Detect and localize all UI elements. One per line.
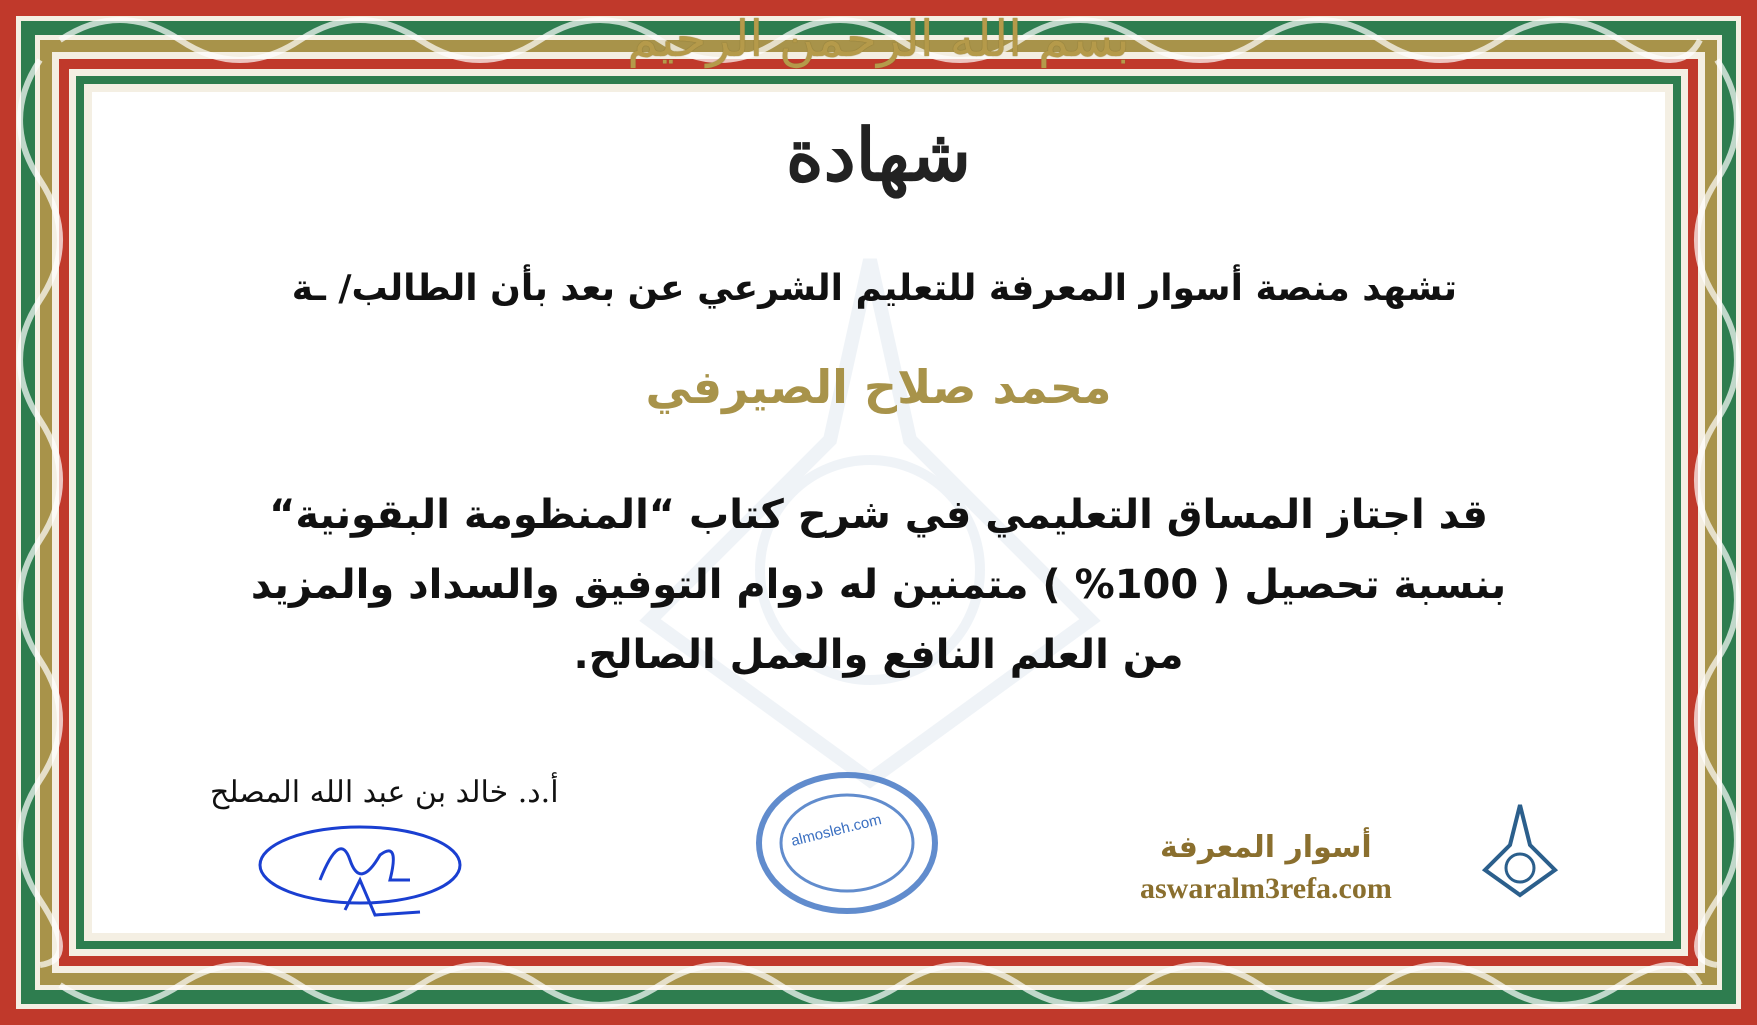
organization-logo-icon — [1480, 800, 1560, 900]
statement-line-3: من العلم النافع والعمل الصالح. — [573, 632, 1184, 678]
student-name: محمد صلاح الصيرفي — [645, 360, 1112, 414]
statement-line-1: قد اجتاز المساق التعليمي في شرح كتاب “المنظومة البقونية“ — [269, 492, 1488, 538]
certificate-statement — [170, 480, 1587, 690]
signatory-name: أ.د. خالد بن عبد الله المصلح — [210, 775, 559, 810]
certificate-intro: تشهد منصة أسوار المعرفة للتعليم الشرعي عن بعد بأن الطالب/ ـة — [291, 268, 1457, 309]
certificate-title: شهادة — [785, 112, 972, 197]
stamp-label: almosleh.com — [789, 811, 884, 850]
handwritten-signature — [250, 820, 470, 940]
organization-name: أسوار المعرفة — [1160, 830, 1372, 865]
organization-url: aswaralm3refa.com — [1140, 872, 1392, 905]
basmala: بسم الله الرحمن الرحيم — [627, 10, 1130, 68]
statement-line-2: بنسبة تحصيل ( 100% ) متمنين له دوام التوفيق والسداد والمزيد — [250, 562, 1507, 608]
official-stamp — [752, 768, 942, 918]
